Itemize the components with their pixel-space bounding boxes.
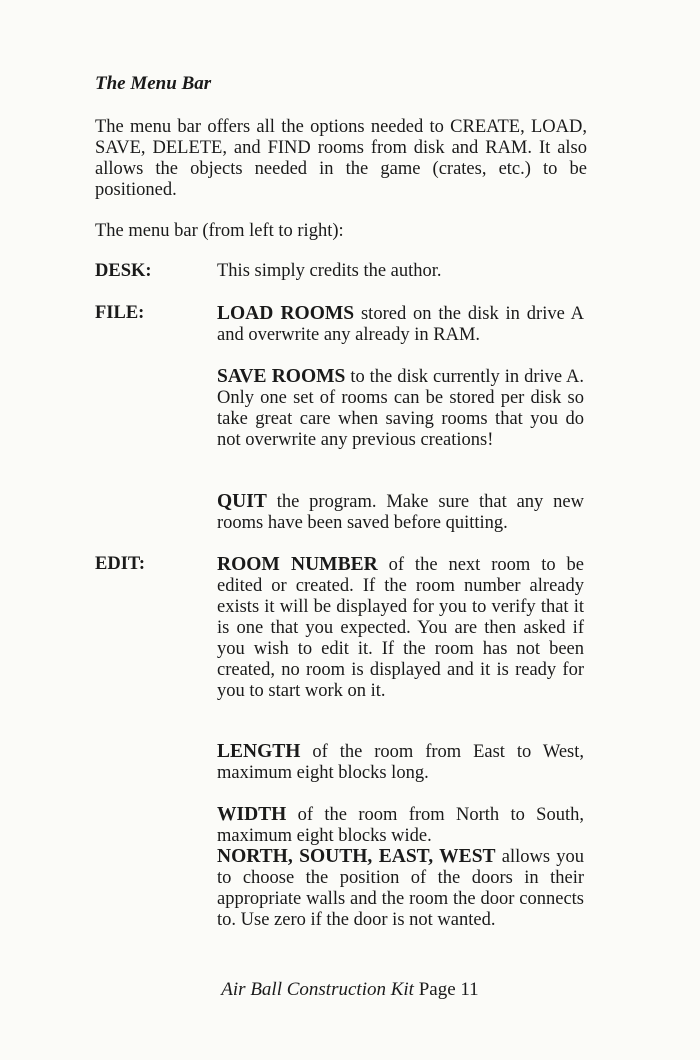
entry-keyword: LENGTH: [217, 741, 301, 762]
intro-paragraph: The menu bar offers all the options needed to CREATE, LOAD, SAVE, DELETE, and FIND rooms from disk and RAM. It also allows the objects needed in the game (crates, etc.) to be positioned.: [95, 117, 587, 200]
entry-keyword: ROOM NUMBER: [217, 554, 378, 575]
entry-text: of the room from East to West, maximum eight blocks long.: [217, 742, 584, 783]
file-entry-load-rooms: [217, 303, 584, 346]
entry-keyword: LOAD ROOMS: [217, 303, 355, 324]
entry-keyword: SAVE ROOMS: [217, 366, 346, 387]
entry-keyword: NORTH, SOUTH, EAST, WEST: [217, 846, 496, 867]
entry-text: of the next room to be edited or created. If the room number already exists it will be displayed for you to verify that it is one that you expected. You are then asked if you wish to edit it. If the room has not been created, no room is displayed and it is ready for you to start work on it.: [217, 555, 584, 701]
lead-line: The menu bar (from left to right):: [95, 221, 344, 241]
desk-entry: [217, 261, 584, 282]
edit-entry-width: [217, 804, 584, 847]
footer-title: Air Ball Construction Kit: [221, 979, 414, 1000]
entry-text: the program. Make sure that any new rooms have been saved before quitting.: [217, 492, 584, 533]
edit-entry-doors: [217, 846, 584, 931]
menu-term-file: FILE:: [95, 303, 145, 323]
entry-text: of the room from North to South, maximum eight blocks wide.: [217, 805, 584, 846]
edit-entry-room-number: [217, 554, 584, 702]
entry-keyword: QUIT: [217, 491, 267, 512]
menu-term-desk: DESK:: [95, 261, 152, 281]
entry-text: to the disk currently in drive A. Only one set of rooms can be stored per disk so take great care when saving rooms that you do not overwrite any previous creations!: [217, 367, 584, 450]
file-entry-save-rooms: [217, 366, 584, 451]
entry-text: stored on the disk in drive A and overwrite any already in RAM.: [217, 304, 584, 345]
edit-entry-length: [217, 741, 584, 784]
page-footer: [0, 979, 700, 1000]
entry-text: This simply credits the author.: [217, 261, 442, 281]
section-title: The Menu Bar: [95, 73, 212, 94]
file-entry-quit: [217, 491, 584, 534]
entry-text: allows you to choose the position of the doors in their appropriate walls and the room the door connects to. Use zero if the door is not wanted.: [217, 847, 584, 930]
menu-term-edit: EDIT:: [95, 554, 146, 574]
page-number: Page 11: [418, 979, 479, 1000]
entry-keyword: WIDTH: [217, 804, 287, 825]
